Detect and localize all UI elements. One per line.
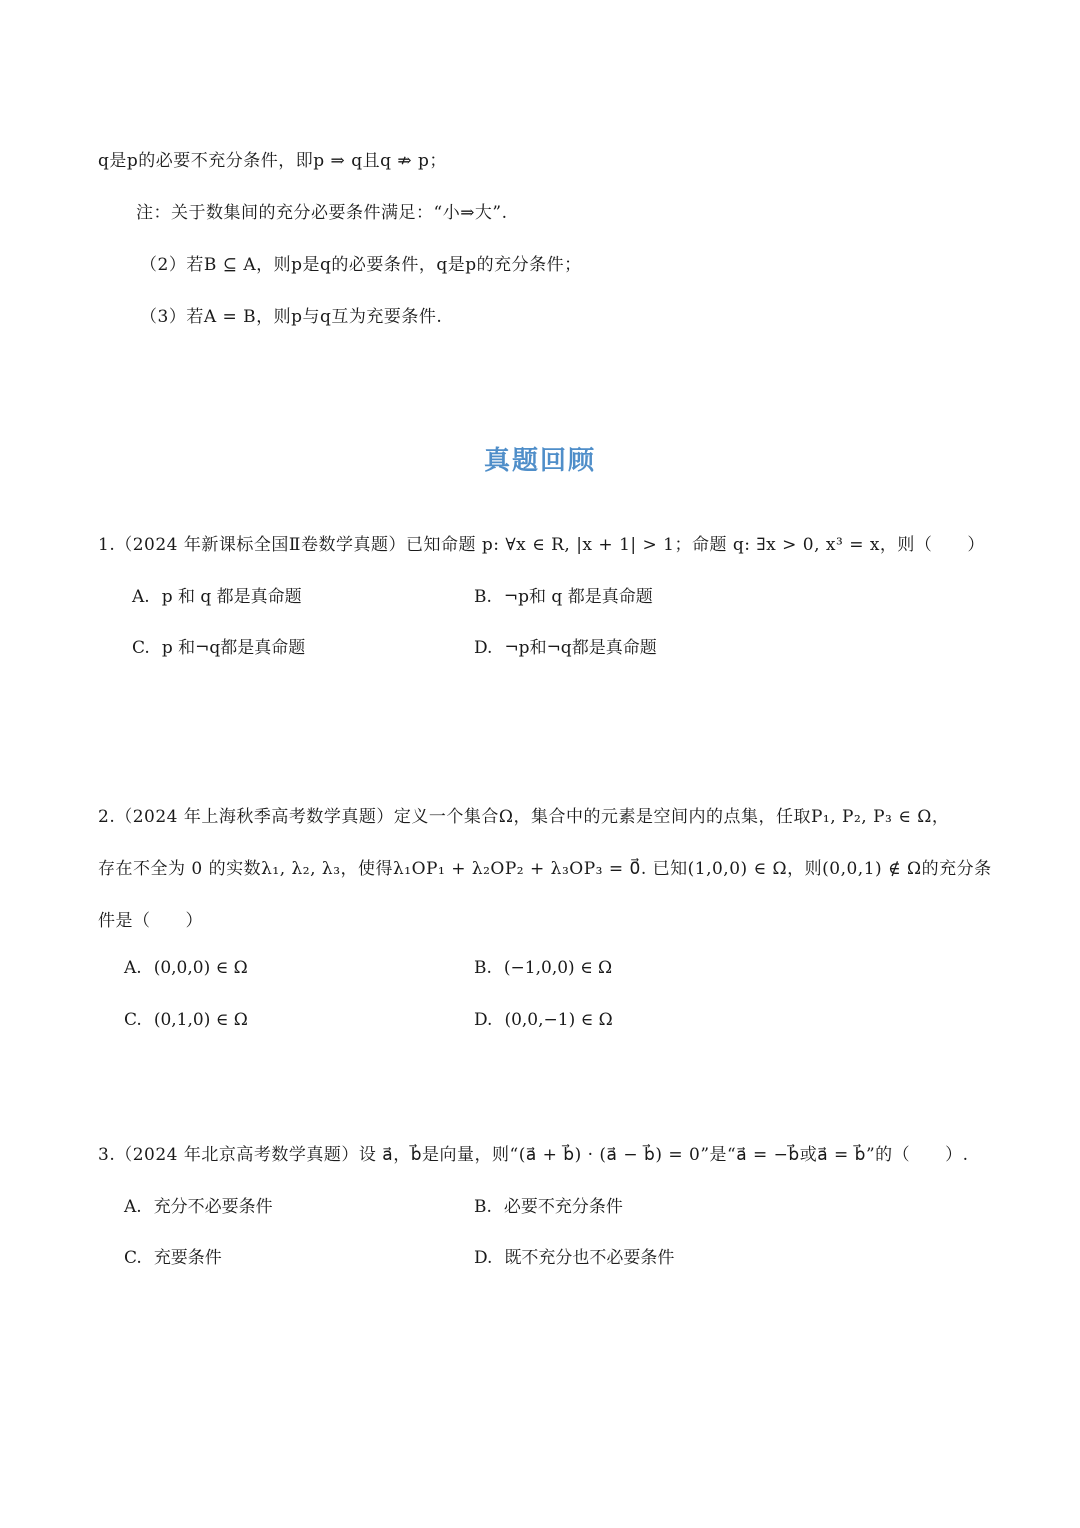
option-text: 充要条件: [153, 1248, 222, 1268]
question-2-stem-line-3: 件是（ ）: [98, 911, 203, 931]
question-3-option-a[interactable]: [124, 1192, 273, 1217]
note-line-2: 注：关于数集间的充分必要条件满足：“小⇒大”.: [136, 203, 508, 223]
option-text: p 和 q 都是真命题: [161, 587, 302, 607]
question-2-option-a[interactable]: [124, 958, 248, 978]
option-label: A.: [132, 587, 150, 607]
question-1-stem: 1.（2024 年新课标全国Ⅱ卷数学真题）已知命题 p: ∀x ∈ R, |x + 1| > 1；命题 q: ∃x > 0, x³ = x，则（ ）: [98, 535, 985, 555]
option-text: ¬p和¬q都是真命题: [504, 638, 657, 658]
option-label: C.: [124, 1248, 142, 1268]
option-text: (0,0,0) ∈ Ω: [153, 958, 248, 978]
section-title: 真题回顾: [483, 446, 596, 476]
option-text: (0,0,−1) ∈ Ω: [504, 1010, 613, 1030]
note-line-1: q是p的必要不充分条件，即p ⇒ q且q ⇏ p；: [98, 151, 447, 171]
question-3-option-d[interactable]: [474, 1243, 674, 1268]
option-label: B.: [474, 1197, 492, 1217]
option-label: A.: [124, 1197, 142, 1217]
option-text: 必要不充分条件: [503, 1197, 623, 1217]
question-2-option-c[interactable]: [124, 1010, 248, 1030]
question-3-option-b[interactable]: [474, 1192, 623, 1217]
option-text: p 和¬q都是真命题: [161, 638, 306, 658]
question-1-option-c[interactable]: [132, 633, 305, 658]
option-label: D.: [474, 1248, 493, 1268]
question-2-option-b[interactable]: [474, 958, 612, 978]
option-text: 充分不必要条件: [153, 1197, 273, 1217]
option-label: A.: [124, 958, 142, 978]
question-2-option-d[interactable]: [474, 1010, 613, 1030]
option-label: C.: [124, 1010, 142, 1030]
option-label: D.: [474, 638, 493, 658]
option-text: (−1,0,0) ∈ Ω: [503, 958, 613, 978]
option-label: B.: [474, 587, 492, 607]
question-2-stem-line-1: 2.（2024 年上海秋季高考数学真题）定义一个集合Ω，集合中的元素是空间内的点集，任取P₁, P₂, P₃ ∈ Ω，: [98, 807, 950, 827]
option-text: 既不充分也不必要条件: [504, 1248, 675, 1268]
note-line-3: （2）若B ⊆ A，则p是q的必要条件，q是p的充分条件；: [140, 255, 582, 275]
note-line-4: （3）若A = B，则p与q互为充要条件.: [140, 307, 443, 327]
question-1-option-d[interactable]: [474, 633, 657, 658]
option-label: D.: [474, 1010, 493, 1030]
question-3-stem: 3.（2024 年北京高考数学真题）设 a⃗，b⃗是向量，则“(a⃗ + b⃗) · (a⃗ − b⃗) = 0”是“a⃗ = −b⃗或a⃗ = b⃗”的（ ）.: [98, 1145, 969, 1165]
question-1-option-b[interactable]: [474, 582, 653, 607]
question-1-option-a[interactable]: [132, 582, 302, 607]
option-text: (0,1,0) ∈ Ω: [153, 1010, 248, 1030]
option-label: C.: [132, 638, 150, 658]
option-label: B.: [474, 958, 492, 978]
question-2-stem-line-2: 存在不全为 0 的实数λ₁, λ₂, λ₃，使得λ₁OP₁ + λ₂OP₂ + λ₃OP₃ = 0⃗. 已知(1,0,0) ∈ Ω，则(0,0,1) ∉ Ω的充分条: [98, 859, 992, 879]
option-text: ¬p和 q 都是真命题: [503, 587, 653, 607]
question-3-option-c[interactable]: [124, 1243, 222, 1268]
